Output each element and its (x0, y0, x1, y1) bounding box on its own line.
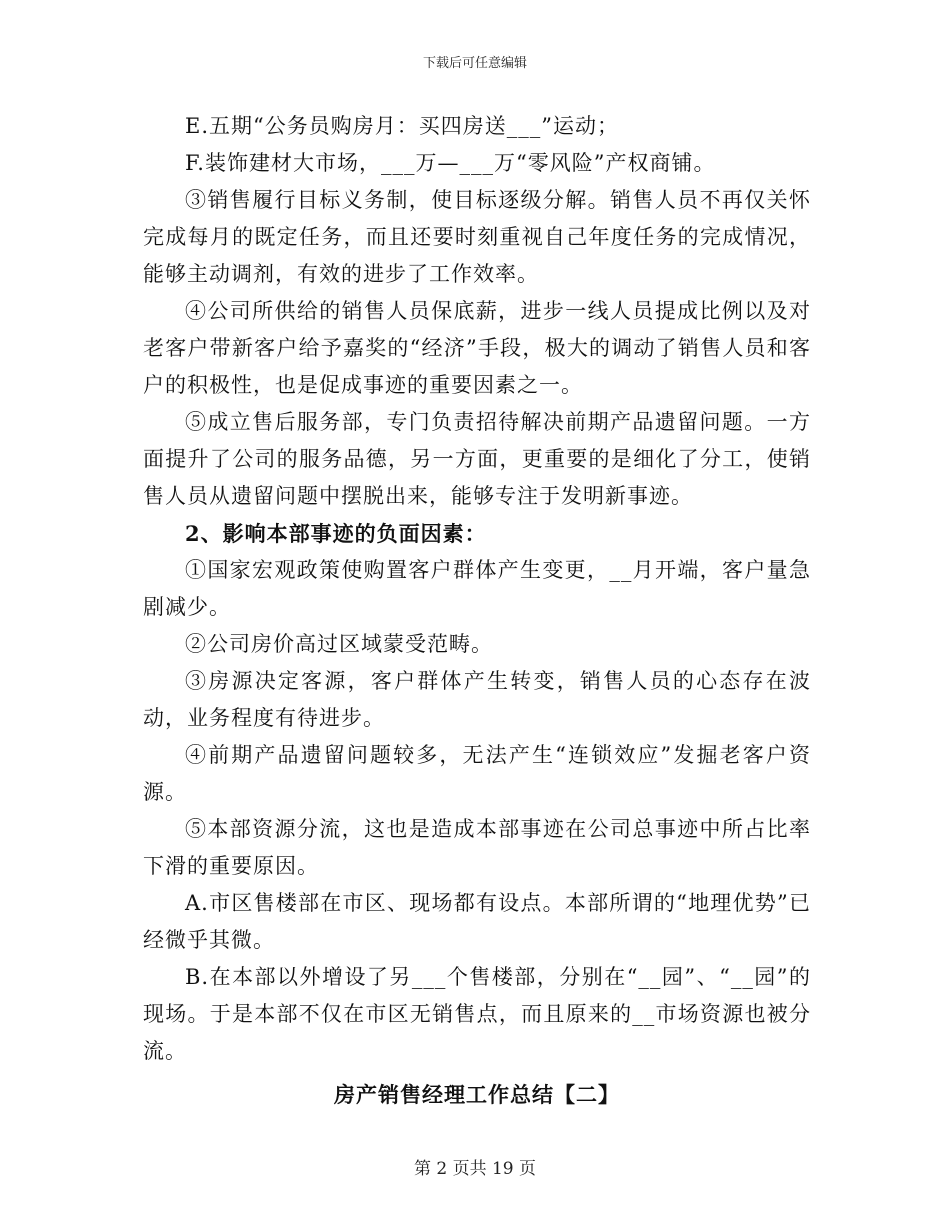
negative-factor-2: ②公司房价高过区域蒙受范畴。 (185, 632, 493, 656)
section-title: 房产销售经理工作总结【二】 (334, 1082, 620, 1107)
paragraph-e: E.五期“公务员购房月：买四房送___”运动； (185, 114, 619, 138)
page-footer: 第 2 页共 19 页 (413, 1159, 537, 1179)
negative-factors-heading: 2、影响本部事迹的负面因素： (185, 521, 487, 546)
negative-factor-5a: A.市区售楼部在市区、现场都有设点。本部所谓的“地理优势”已经微乎其微。 (143, 891, 811, 952)
negative-factor-1: ①国家宏观政策使购置客户群体产生变更，__月开端，客户量急剧减少。 (143, 558, 811, 619)
page-header: 下载后可任意编辑 (422, 56, 527, 71)
negative-factor-4: ④前期产品遗留问题较多，无法产生“连锁效应”发掘老客户资源。 (143, 743, 811, 804)
paragraph-3: ③销售履行目标义务制，使目标逐级分解。销售人员不再仅关怀完成每月的既定任务，而且还要时刻重视自己年度任务的完成情况，能够主动调剂，有效的进步了工作效率。 (143, 188, 811, 286)
document-body (143, 108, 811, 1113)
negative-factor-5b: B.在本部以外增设了另___个售楼部，分别在“__园”、“__园”的现场。于是本部不仅在市区无销售点，而且原来的__市场资源也被分流。 (143, 965, 811, 1063)
negative-factor-3: ③房源决定客源，客户群体产生转变，销售人员的心态存在波动，业务程度有待进步。 (143, 669, 811, 730)
paragraph-f: F.装饰建材大市场，___万—___万“零风险”产权商铺。 (185, 151, 716, 175)
paragraph-4: ④公司所供给的销售人员保底薪，进步一线人员提成比例以及对老客户带新客户给予嘉奖的“经济”手段，极大的调动了销售人员和客户的积极性，也是促成事迹的重要因素之一。 (143, 299, 811, 397)
paragraph-5: ⑤成立售后服务部，专门负责招待解决前期产品遗留问题。一方面提升了公司的服务品德，另一方面，更重要的是细化了分工，使销售人员从遗留问题中摆脱出来，能够专注于发明新事迹。 (143, 410, 811, 508)
negative-factor-5: ⑤本部资源分流，这也是造成本部事迹在公司总事迹中所占比率下滑的重要原因。 (143, 817, 811, 878)
